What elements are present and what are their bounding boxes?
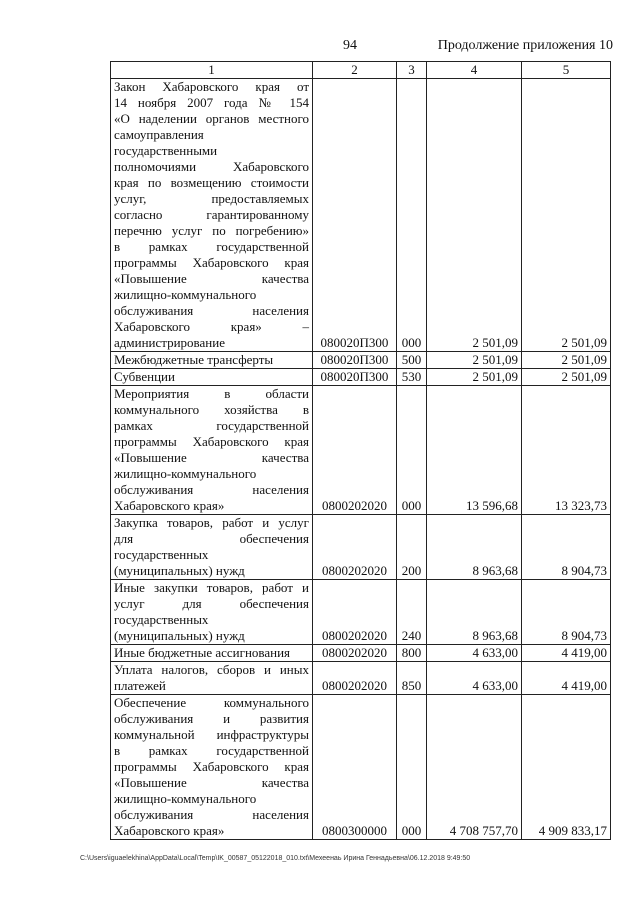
- row-value-2019: 8 963,68: [427, 515, 522, 580]
- description-line: в рамках государственной: [114, 743, 309, 758]
- row-value-2020: 4 419,00: [522, 662, 611, 695]
- row-value-2020: 4 909 833,17: [522, 695, 611, 840]
- table-row: [111, 369, 611, 386]
- description-line: самоуправления: [114, 127, 204, 142]
- row-value-2019: 2 501,09: [427, 79, 522, 352]
- description-line: «О наделении органов местного: [114, 111, 309, 126]
- column-header-1: 1: [111, 62, 313, 79]
- row-kind: 850: [397, 662, 427, 695]
- description-line: жилищно-коммунального: [114, 466, 257, 481]
- description-line: «Повышение качества: [114, 775, 309, 790]
- row-value-2020: 2 501,09: [522, 369, 611, 386]
- row-kind: 530: [397, 369, 427, 386]
- row-description: [111, 645, 313, 662]
- row-description: [111, 695, 313, 840]
- description-line: полномочиями Хабаровского: [114, 159, 309, 174]
- row-value-2020: 2 501,09: [522, 79, 611, 352]
- column-header-5: 5: [522, 62, 611, 79]
- row-value-2019: 2 501,09: [427, 369, 522, 386]
- row-value-2019: 8 963,68: [427, 580, 522, 645]
- row-code: 0800300000: [313, 695, 397, 840]
- row-code: 0800202020: [313, 662, 397, 695]
- description-line: программы Хабаровского края: [114, 434, 309, 449]
- row-value-2020: 8 904,73: [522, 515, 611, 580]
- description-line: Мероприятия в области: [114, 386, 309, 401]
- description-line: края по возмещению стоимости: [114, 175, 309, 190]
- description-line: Закупка товаров, работ и услуг: [114, 515, 309, 530]
- row-value-2020: 2 501,09: [522, 352, 611, 369]
- description-line: обслуживания населения: [114, 807, 309, 822]
- table-row: [111, 386, 611, 515]
- description-line: (муниципальных) нужд: [114, 628, 245, 643]
- table-row: [111, 645, 611, 662]
- description-line: Хабаровского края»: [114, 823, 225, 838]
- row-kind: 240: [397, 580, 427, 645]
- appendix-label: Продолжение приложения 10: [437, 38, 613, 53]
- description-line: Субвенции: [114, 369, 175, 384]
- description-line: обслуживания и развития: [114, 711, 309, 726]
- page-number: 94: [343, 38, 357, 53]
- description-line: 14 ноября 2007 года № 154: [114, 95, 309, 110]
- row-description: [111, 79, 313, 352]
- row-value-2019: 4 633,00: [427, 645, 522, 662]
- row-description: [111, 515, 313, 580]
- row-kind: 000: [397, 695, 427, 840]
- description-line: перечню услуг по погребению»: [114, 223, 309, 238]
- row-value-2019: 13 596,68: [427, 386, 522, 515]
- description-line: платежей: [114, 678, 166, 693]
- row-description: [111, 580, 313, 645]
- row-value-2020: 4 419,00: [522, 645, 611, 662]
- description-line: администрирование: [114, 335, 225, 350]
- description-line: программы Хабаровского края: [114, 255, 309, 270]
- row-code: 080020П300: [313, 352, 397, 369]
- column-header-4: 4: [427, 62, 522, 79]
- row-value-2020: 8 904,73: [522, 580, 611, 645]
- table-header-row: [111, 62, 611, 79]
- budget-table-body: [111, 62, 611, 840]
- row-description: [111, 662, 313, 695]
- row-description: [111, 369, 313, 386]
- description-line: Хабаровского края» –: [114, 319, 309, 334]
- column-header-3: 3: [397, 62, 427, 79]
- column-header-2: 2: [313, 62, 397, 79]
- row-description: [111, 352, 313, 369]
- table-row: [111, 352, 611, 369]
- description-line: государственных: [114, 547, 209, 562]
- description-line: для обеспечения: [114, 531, 309, 546]
- description-line: согласно гарантированному: [114, 207, 309, 222]
- row-description: [111, 386, 313, 515]
- description-line: Закон Хабаровского края от: [114, 79, 309, 94]
- description-line: Хабаровского края»: [114, 498, 225, 513]
- description-line: Иные бюджетные ассигнования: [114, 645, 291, 660]
- description-line: в рамках государственной: [114, 239, 309, 254]
- row-code: 0800202020: [313, 515, 397, 580]
- budget-table: [110, 61, 611, 840]
- description-line: (муниципальных) нужд: [114, 563, 245, 578]
- description-line: государственными: [114, 143, 218, 158]
- description-line: жилищно-коммунального: [114, 791, 257, 806]
- description-line: обслуживания населения: [114, 482, 309, 497]
- table-row: [111, 662, 611, 695]
- description-line: услуг для обеспечения: [114, 596, 309, 611]
- row-code: 0800202020: [313, 580, 397, 645]
- row-code: 080020П300: [313, 79, 397, 352]
- row-value-2020: 13 323,73: [522, 386, 611, 515]
- description-line: государственных: [114, 612, 209, 627]
- row-kind: 200: [397, 515, 427, 580]
- description-line: программы Хабаровского края: [114, 759, 309, 774]
- table-row: [111, 580, 611, 645]
- row-kind: 000: [397, 79, 427, 352]
- table-row: [111, 515, 611, 580]
- description-line: Уплата налогов, сборов и иных: [114, 662, 309, 677]
- description-line: «Повышение качества: [114, 271, 309, 286]
- row-value-2019: 4 633,00: [427, 662, 522, 695]
- row-kind: 500: [397, 352, 427, 369]
- description-line: рамках государственной: [114, 418, 309, 433]
- table-row: [111, 79, 611, 352]
- row-value-2019: 2 501,09: [427, 352, 522, 369]
- description-line: коммунальной инфраструктуры: [114, 727, 309, 742]
- description-line: Межбюджетные трансферты: [114, 352, 274, 367]
- row-code: 0800202020: [313, 386, 397, 515]
- file-path-footer: C:\Users\iguaelekhina\AppData\Local\Temp\IK_00587_05122018_010.txt\Мехеенаь Ирина Геннадьевна\06.12.2018 9:49:50: [80, 855, 471, 862]
- description-line: коммунального хозяйства в: [114, 402, 309, 417]
- description-line: жилищно-коммунального: [114, 287, 257, 302]
- description-line: Обеспечение коммунального: [114, 695, 309, 710]
- row-code: 0800202020: [313, 645, 397, 662]
- table-row: [111, 695, 611, 840]
- description-line: услуг, предоставляемых: [114, 191, 309, 206]
- row-value-2019: 4 708 757,70: [427, 695, 522, 840]
- row-kind: 800: [397, 645, 427, 662]
- row-kind: 000: [397, 386, 427, 515]
- row-code: 080020П300: [313, 369, 397, 386]
- description-line: «Повышение качества: [114, 450, 309, 465]
- description-line: обслуживания населения: [114, 303, 309, 318]
- description-line: Иные закупки товаров, работ и: [114, 580, 309, 595]
